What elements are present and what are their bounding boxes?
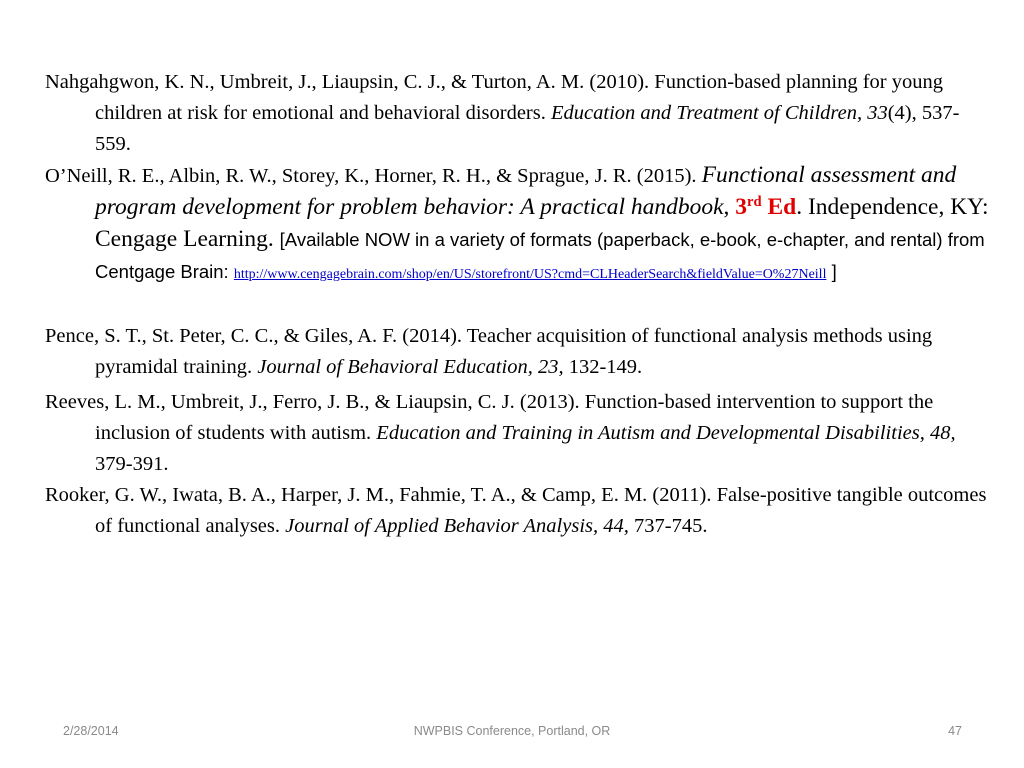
reference-citation: Nahgahgwon, K. N., Umbreit, J., Liaupsin, C. J., & Turton, A. M. (2010). Function-based planning for young children at risk for emotional and behavioral disorders. (45, 71, 943, 124)
reference-pages: (4), 537-559. (95, 102, 960, 155)
reference-book-title: Functional assessment and program development for problem behavior: A practical handbook (95, 162, 957, 220)
reference-pages: 132-149. (563, 356, 643, 378)
reference-reeves (45, 387, 990, 480)
reference-pages: 379-391. (95, 453, 169, 475)
reference-citation: Pence, S. T., St. Peter, C. C., & Giles, A. F. (2014). Teacher acquisition of functional analysis methods using pyramidal training. (45, 325, 933, 378)
availability-note-end: ] (826, 261, 837, 282)
cengage-brain-link[interactable]: http://www.cengagebrain.com/shop/en/US/storefront/US?cmd=CLHeaderSearch&fieldValue=O%27Neill (233, 267, 827, 282)
reference-journal: Journal of Applied Behavior Analysis, 44, (285, 515, 629, 537)
slide-footer (0, 724, 1024, 744)
reference-nahgahgwon (45, 67, 990, 160)
footer-date: 2/28/2014 (63, 724, 119, 738)
reference-journal: Journal of Behavioral Education, 23, (257, 356, 564, 378)
reference-journal: Education and Training in Autism and Developmental Disabilities, 48, (376, 422, 956, 444)
reference-comma: , (723, 194, 736, 220)
footer-conference: NWPBIS Conference, Portland, OR (413, 724, 611, 738)
reference-pages: 737-745. (628, 515, 708, 537)
edition-word: Ed (761, 194, 797, 220)
reference-citation: Reeves, L. M., Umbreit, J., Ferro, J. B., & Liaupsin, C. J. (2013). Function-based intervention to support the inclusion of students with autism. (45, 391, 934, 444)
reference-journal: Education and Treatment of Children, 33 (551, 102, 888, 124)
availability-note: [Available NOW in a variety of formats (paperback, e-book, e-chapter, and rental) from Centgage Brain: (95, 229, 985, 282)
reference-citation: O’Neill, R. E., Albin, R. W., Storey, K., Horner, R. H., & Sprague, J. R. (2015). (45, 165, 702, 187)
reference-rooker (45, 480, 990, 542)
edition-label (735, 194, 796, 220)
edition-suffix: rd (747, 194, 762, 210)
reference-citation: Rooker, G. W., Iwata, B. A., Harper, J. M., Fahmie, T. A., & Camp, E. M. (2011). False-positive tangible outcomes of functional analyses. (45, 484, 987, 537)
reference-publisher: . Independence, KY: Cengage Learning. (95, 194, 989, 252)
reference-list (45, 67, 990, 542)
reference-pence (45, 321, 990, 383)
footer-page-number: 47 (948, 724, 962, 738)
edition-number: 3 (735, 194, 748, 220)
reference-oneill (45, 160, 990, 290)
